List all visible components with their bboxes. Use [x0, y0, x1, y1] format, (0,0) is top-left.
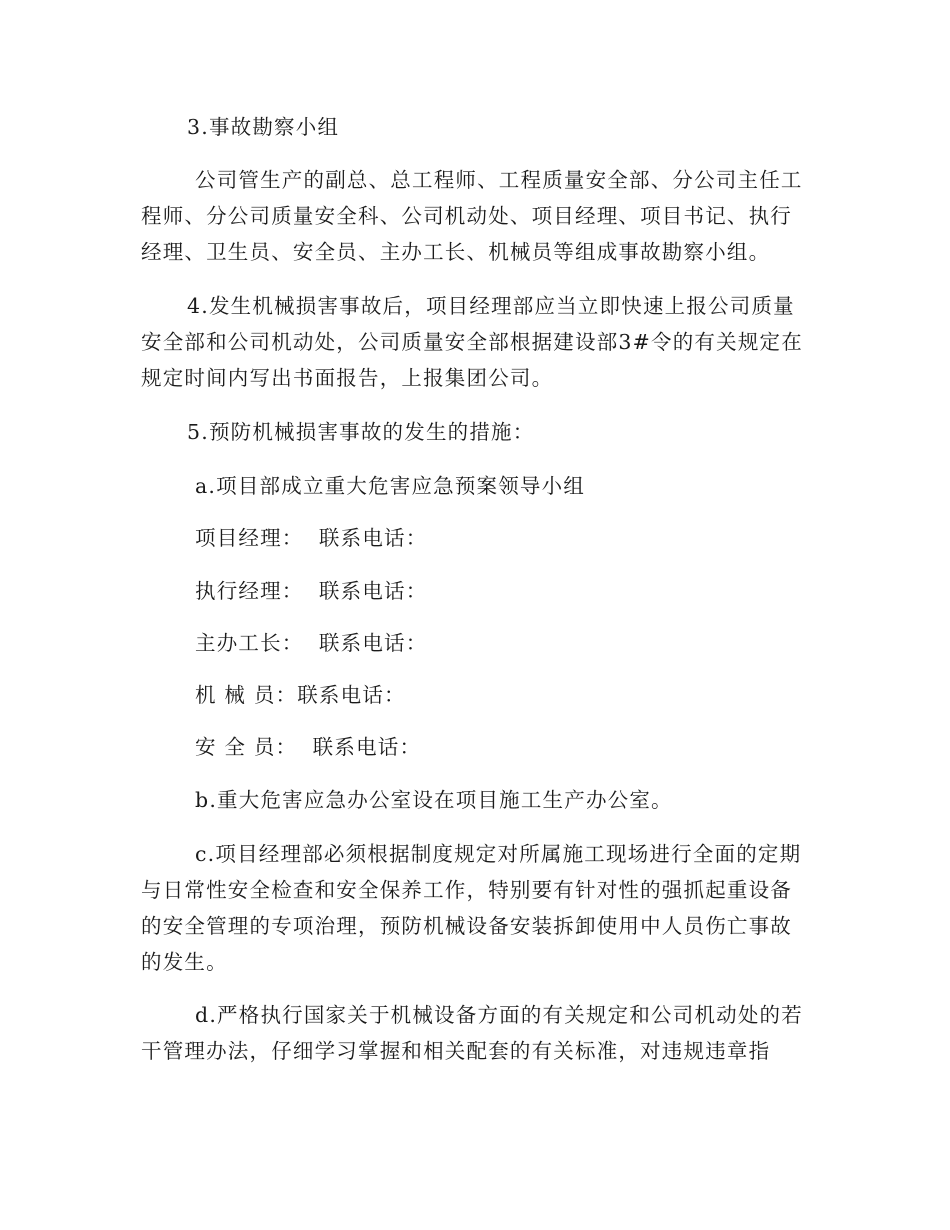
section-4-line-1: 4.发生机械损害事故后，项目经理部应当立即快速上报公司质量	[187, 294, 795, 318]
section-3-para-line-1	[195, 170, 805, 191]
item-c-line-3: 的安全管理的专项治理，预防机械设备安装拆卸使用中人员伤亡事故	[141, 914, 792, 938]
section-3-para-line-2: 程师、分公司质量安全科、公司机动处、项目经理、项目书记、执行	[141, 204, 792, 228]
contact-project-manager: 项目经理： 联系电话：	[195, 526, 428, 550]
item-d-line-2: 干管理办法，仔细学习掌握和相关配套的有关标准，对违规违章指	[141, 1039, 771, 1063]
item-a: a.项目部成立重大危害应急预案领导小组	[195, 474, 586, 498]
item-b: b.重大危害应急办公室设在项目施工生产办公室。	[195, 788, 673, 812]
contact-foreman: 主办工长： 联系电话：	[195, 631, 428, 655]
line-text: 公司管生产的副总、总工程师、工程质量安全部、分公司主任工	[195, 168, 803, 192]
section-4-line-2: 安全部和公司机动处，公司质量安全部根据建设部3#令的有关规定在	[141, 330, 803, 354]
contact-safety-officer: 安 全 员： 联系电话：	[195, 735, 422, 759]
item-c-line-2: 与日常性安全检查和安全保养工作，特别要有针对性的强抓起重设备	[141, 878, 792, 902]
contact-executive-manager: 执行经理： 联系电话：	[195, 579, 428, 603]
section-3-heading: 3.事故勘察小组	[187, 115, 340, 139]
section-4-line-3: 规定时间内写出书面报告，上报集团公司。	[141, 366, 554, 390]
section-3-para-line-3: 经理、卫生员、安全员、主办工长、机械员等组成事故勘察小组。	[141, 240, 771, 264]
item-c-line-1: c.项目经理部必须根据制度规定对所属施工现场进行全面的定期	[195, 842, 802, 866]
item-c-line-4: 的发生。	[141, 950, 228, 974]
item-d-line-1: d.严格执行国家关于机械设备方面的有关规定和公司机动处的若	[195, 1003, 803, 1027]
section-5-heading: 5.预防机械损害事故的发生的措施：	[187, 420, 535, 444]
contact-mechanic: 机 械 员：联系电话：	[195, 683, 406, 707]
